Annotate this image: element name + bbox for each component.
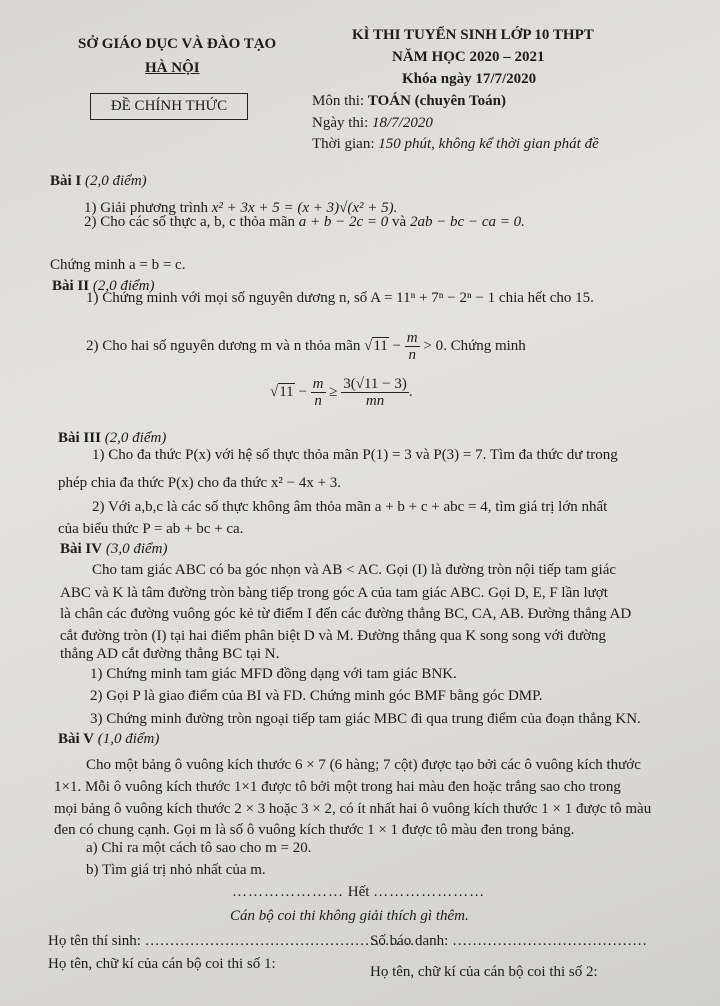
problem-2-ineq-right-den: mn <box>365 393 385 409</box>
problem-5-title: Bài V <box>58 731 94 747</box>
problem-4-title: Bài IV <box>60 541 103 557</box>
problem-1-q2-equation-1: a + b − 2c = 0 <box>298 214 389 230</box>
end-dots-right: ………………… <box>373 884 486 900</box>
date-line <box>312 115 433 132</box>
problem-4-line-1: Cho tam giác ABC có ba góc nhọn và AB < AC. Gọi (I) là đường tròn nội tiếp tam giác <box>92 562 617 578</box>
exam-date: Khóa ngày 17/7/2020 <box>402 71 537 87</box>
problem-2-q2: 2) Cho hai số nguyên dương m và n thỏa mãn √11 − $\frac{m}{n}$ > 0. Chứng minh <box>86 330 526 363</box>
end-marker <box>232 884 485 901</box>
time-label: Thời gian: <box>312 136 379 152</box>
proctor-1-signature: Họ tên, chữ kí của cán bộ coi thi số 1: <box>48 956 276 972</box>
problem-3-q2-line2: của biểu thức P = ab + bc + ca. <box>58 521 244 537</box>
school-year: NĂM HỌC 2020 – 2021 <box>392 49 545 65</box>
problem-4-line-2: ABC và K là tâm đường tròn bàng tiếp trong góc A của tam giác ABC. Gọi D, E, F lần lượt <box>60 585 608 601</box>
time-line <box>312 136 599 153</box>
problem-2-q2-tail: > 0. Chứng minh <box>423 337 526 354</box>
subject-label: Môn thi: <box>312 93 368 109</box>
problem-5-qb: b) Tìm giá trị nhỏ nhất của m. <box>86 862 266 878</box>
problem-1-q1-text: 1) Giải phương trình <box>84 200 208 216</box>
subject-value: TOÁN (chuyên Toán) <box>367 93 506 109</box>
problem-1-conclusion: Chứng minh a = b = c. <box>50 257 186 273</box>
problem-2-ineq-right-num: 3(√11 − 3) <box>343 376 407 392</box>
problem-3-q1-line2: phép chia đa thức P(x) cho đa thức x² − 4x + 3. <box>58 475 342 491</box>
problem-1-q2-equation-2: 2ab − bc − ca = 0. <box>409 214 525 230</box>
problem-2-q2-text: 2) Cho hai số nguyên dương m và n thỏa mãn <box>86 337 361 354</box>
problem-3-q2-line1: 2) Với a,b,c là các số thực không âm thỏa mãn a + b + c + abc = 4, tìm giá trị lớn nhất <box>92 499 608 515</box>
department-title: SỞ GIÁO DỤC VÀ ĐÀO TẠO <box>78 36 277 52</box>
problem-2-ineq-right-frac <box>341 376 409 409</box>
problem-5-line-1: Cho một bảng ô vuông kích thước 6 × 7 (6 hàng; 7 cột) được tạo bởi các ô vuông kích thước <box>86 757 641 773</box>
time-value: 150 phút, không kể thời gian phát đề <box>378 136 599 152</box>
problem-2-q2-frac-num: m <box>406 330 418 346</box>
date-label: Ngày thi: <box>312 115 372 131</box>
problem-2-q2-frac-den: n <box>408 347 416 363</box>
problem-2-points: (2,0 điểm) <box>92 278 155 294</box>
problem-2-ineq-left-den: n <box>314 393 322 409</box>
problem-4-heading <box>60 541 168 558</box>
problem-1-q2 <box>84 214 525 231</box>
end-dots-left: ………………… <box>232 884 344 900</box>
problem-2-q2-fraction <box>405 330 420 363</box>
problem-1-title: Bài I <box>50 173 82 189</box>
problem-2-ineq-left-num: m <box>312 376 324 392</box>
candidate-name-line: Họ tên thí sinh: ……………………………………………… <box>48 933 415 949</box>
problem-4-line-3: là chân các đường vuông góc kẻ từ điểm I đến các đường thẳng BC, CA, AB. Đường thẳng AD <box>60 606 632 622</box>
date-value: 18/7/2020 <box>372 115 433 131</box>
problem-2-inequality: √11 − $\frac{m}{n}$ ≥ $\frac{3(√11 - 3)}{mn}$ . <box>270 376 413 409</box>
problem-2-q2-sqrt: 11 <box>373 337 388 354</box>
problem-5-line-4: đen có chung cạnh. Gọi m là số ô vuông kích thước 1 × 1 được tô màu đen trong bảng. <box>54 822 575 838</box>
problem-1-points: (2,0 điểm) <box>85 173 147 189</box>
official-exam-box: ĐỀ CHÍNH THỨC <box>90 93 248 120</box>
candidate-number-line: Số báo danh: ………………………………… <box>370 933 648 949</box>
problem-2-q1: 1) Chứng minh với mọi số nguyên dương n, số A = 11ⁿ + 7ⁿ − 2ⁿ − 1 chia hết cho 15. <box>86 290 594 306</box>
exam-title: KÌ THI TUYỂN SINH LỚP 10 THPT <box>352 27 594 43</box>
problem-5-heading <box>58 731 159 748</box>
end-word: Hết <box>347 884 370 900</box>
problem-4-q2: 2) Gọi P là giao điểm của BI và FD. Chứng minh góc BMF bằng góc DMP. <box>90 688 543 704</box>
problem-4-q1: 1) Chứng minh tam giác MFD đồng dạng với tam giác BNK. <box>90 666 457 682</box>
problem-4-points: (3,0 điểm) <box>105 541 168 557</box>
problem-5-line-2: 1×1. Mỗi ô vuông kích thước 1×1 được tô bởi một trong hai màu đen hoặc trắng sao cho trong <box>54 779 621 795</box>
problem-1-q2-and: và <box>392 214 407 230</box>
problem-3-points: (2,0 điểm) <box>104 430 167 446</box>
problem-1-heading <box>50 173 147 190</box>
problem-3-title: Bài III <box>58 430 101 446</box>
problem-5-line-3: mọi bảng ô vuông kích thước 2 × 3 hoặc 3 × 2, có ít nhất hai ô vuông kích thước 1 × 1 được tô màu <box>54 801 652 817</box>
problem-1-q1-equation: x² + 3x + 5 = (x + 3)√(x² + 5). <box>211 200 398 216</box>
problem-5-points: (1,0 điểm) <box>97 731 160 747</box>
city-title: HÀ NỘI <box>145 60 200 76</box>
problem-4-line-5: thẳng AD cắt đường thẳng BC tại N. <box>60 646 280 662</box>
problem-2-title: Bài II <box>52 278 90 294</box>
proctor-note: Cán bộ coi thi không giải thích gì thêm. <box>230 908 469 924</box>
subject-line <box>312 93 506 110</box>
problem-4-q3: 3) Chứng minh đường tròn ngoại tiếp tam giác MBC đi qua trung điểm của đoạn thẳng KN. <box>90 711 641 727</box>
problem-4-line-4: cắt đường tròn (I) tại hai điểm phân biệt D và M. Đường thẳng qua K song song với đường <box>60 628 607 644</box>
problem-1-q2-text: 2) Cho các số thực a, b, c thỏa mãn <box>84 214 295 230</box>
proctor-2-signature: Họ tên, chữ kí của cán bộ coi thi số 2: <box>370 964 598 980</box>
problem-2-ineq-left-frac <box>311 376 326 409</box>
problem-2-ineq-sqrt: 11 <box>279 383 294 400</box>
problem-5-qa: a) Chỉ ra một cách tô sao cho m = 20. <box>86 840 312 856</box>
problem-3-heading <box>58 430 166 447</box>
problem-3-q1-line1: 1) Cho đa thức P(x) với hệ số thực thỏa mãn P(1) = 3 và P(3) = 7. Tìm đa thức dư trong <box>92 447 618 463</box>
